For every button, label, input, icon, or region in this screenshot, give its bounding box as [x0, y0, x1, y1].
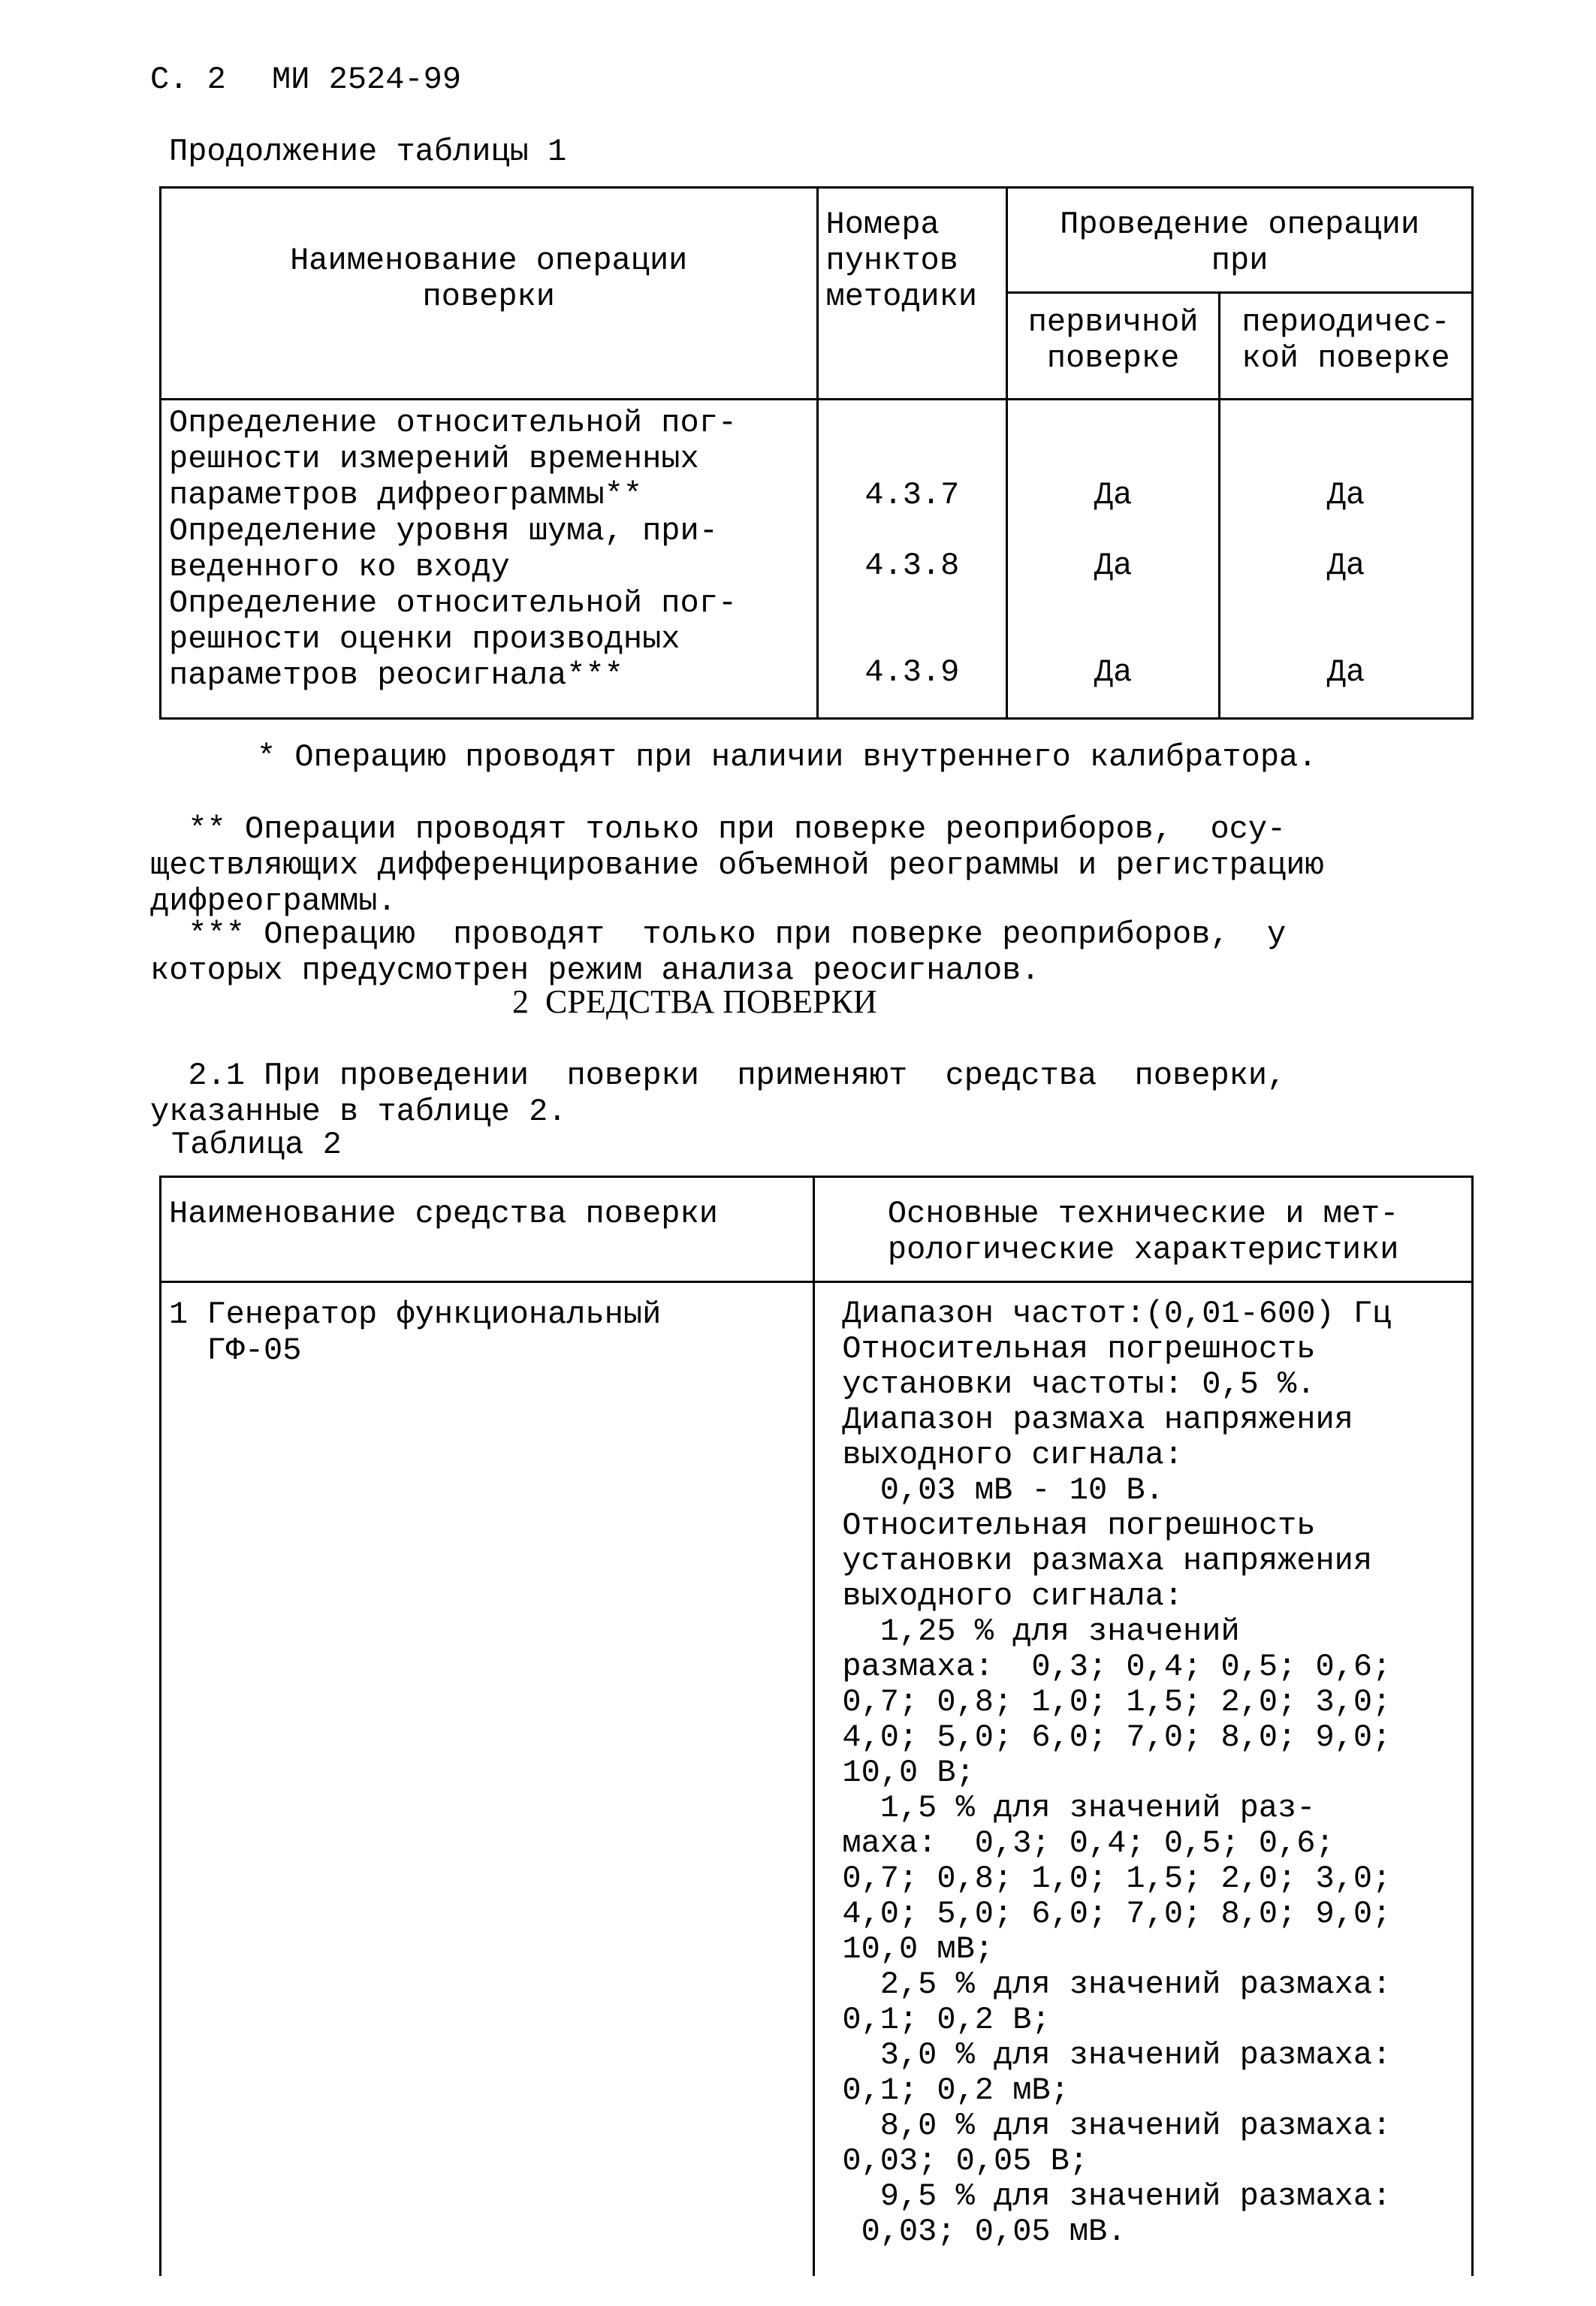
table2-item-chars: Диапазон частот:(0,01-600) Гц Относительная погрешность установки частоты: 0,5 %. Диапазон размаха напряжения выходного сигнала: 0,03 мВ - 10 В. Относительная погрешность установки размаха напряжения выходного сигнала: 1,25 % для значений размаха: 0,3; 0,4; 0,5; 0,6; 0,7; 0,8; 1,0; 1,5; 2,0; 3,0; 4,0; 5,0; 6,0; 7,0; 8,0; 9,0; 10,0 В; 1,5 % для значений раз- маха: 0,3; 0,4; 0,5; 0,6; 0,7; 0,8; 1,0; 1,5; 2,0; 3,0; 4,0; 5,0; 6,0; 7,0; 8,0; 9,0; 10,0 мВ; 2,5 % для значений размаха: 0,1; 0,2 В; 3,0 % для значений размаха: 0,1; 0,2 мВ; 8,0 % для значений размаха: 0,03; 0,05 В; 9,5 % для значений размаха: 0,03; 0,05 мВ.: [814, 1282, 1473, 2277]
document-code: МИ 2524-99: [272, 62, 462, 98]
table1-row2-num: 4.3.8: [864, 548, 960, 584]
table1-caption: Продолжение таблицы 1: [169, 134, 567, 170]
section-title: 2 СРЕДСТВА ПОВЕРКИ: [512, 983, 877, 1020]
table1-row1-num: 4.3.7: [864, 477, 960, 513]
table1-body-primary: [1007, 400, 1220, 719]
section-text: [150, 1022, 1286, 1130]
table2-head-chars: Основные технические и мет- рологические характеристики: [814, 1177, 1473, 1282]
table2-item-name: 1 Генератор функциональный ГФ-05: [161, 1282, 814, 2277]
table1-body-periodic: [1220, 400, 1473, 719]
footnote-2-text: ** Операции проводят только при поверке реоприборов, осу- ществляющих дифференцирование объемной реограммы и регистрацию дифреограммы.: [150, 811, 1324, 919]
table1-head-periodic: периодичес- кой поверке: [1220, 293, 1473, 400]
page-number: С. 2: [150, 62, 226, 98]
table1-row2-primary: Да: [1094, 548, 1133, 584]
footnote-3: [150, 880, 1286, 989]
table1-head-primary: первичной поверке: [1007, 293, 1220, 400]
table1-head-points: Номера пунктов методики: [817, 188, 1007, 400]
table1: [159, 186, 1474, 720]
footnote-3-text: *** Операцию проводят только при поверке реоприборов, у которых предусмотрен режим анализа реосигналов.: [150, 916, 1287, 989]
table1-head-operation: Наименование операции поверки: [161, 188, 818, 400]
table1-row2-periodic: Да: [1326, 548, 1365, 584]
table2: [159, 1176, 1474, 2276]
table1-row1-periodic: Да: [1326, 477, 1365, 513]
section-text-content: 2.1 При проведении поверки применяют средства поверки, указанные в таблице 2.: [150, 1058, 1287, 1130]
footnote-1: * Операцию проводят при наличии внутреннего калибратора.: [257, 739, 1317, 775]
table1-row1-primary: Да: [1094, 477, 1133, 513]
table1-body-points: [817, 400, 1007, 719]
table1-row3-periodic: Да: [1326, 654, 1365, 690]
table1-row3-primary: Да: [1094, 654, 1133, 690]
table1-head-conduct: Проведение операции при: [1007, 188, 1473, 293]
table1-row3-num: 4.3.9: [864, 654, 960, 690]
table2-head-name: Наименование средства поверки: [161, 1177, 814, 1282]
table1-body-operations: Определение относительной пог- решности измерений временных параметров дифреограммы** Определение уровня шума, при- веденного ко входу Определение относительной пог- решности оценки производных параметров реосигнала***: [161, 400, 818, 719]
table2-caption: Таблица 2: [171, 1127, 342, 1163]
